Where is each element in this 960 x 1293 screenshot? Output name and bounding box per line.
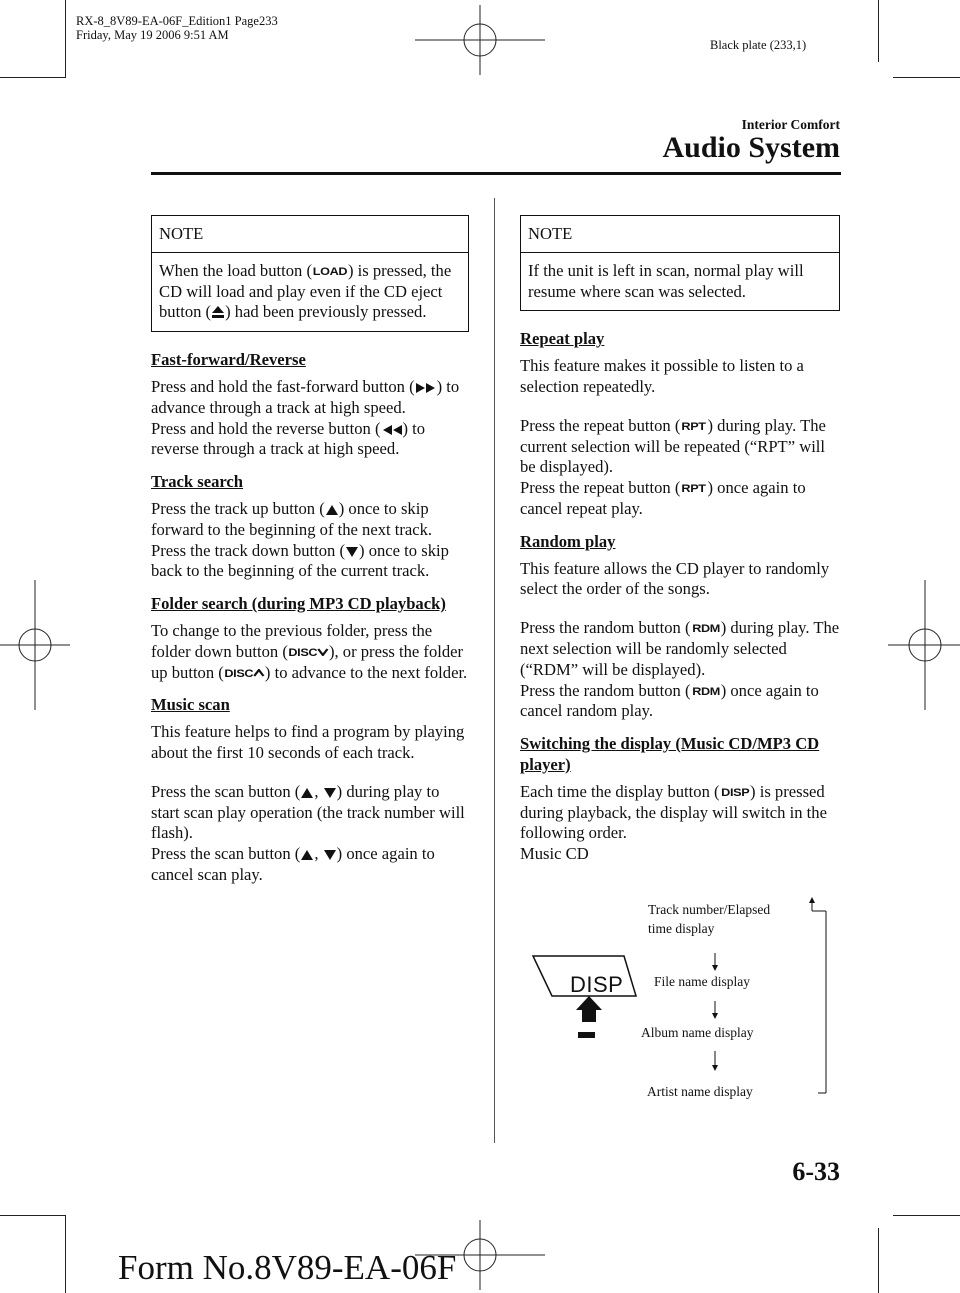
text: , (314, 844, 319, 864)
load-icon: LOAD (312, 265, 348, 278)
left-column (151, 215, 469, 894)
paragraph (151, 782, 469, 886)
note-body (152, 253, 468, 331)
print-file-line: RX-8_8V89-EA-06F_Edition1 Page233 (76, 14, 278, 28)
paragraph: This feature makes it possible to listen to a selection repeatedly. (520, 356, 804, 396)
print-date-line: Friday, May 19 2006 9:51 AM (76, 28, 229, 42)
crop-mark (893, 1215, 960, 1216)
registration-mark (0, 580, 70, 710)
heading-repeat-play: Repeat play (520, 329, 605, 349)
text: ) once again to cancel repeat play. (520, 478, 806, 518)
fold-line (494, 198, 495, 1143)
heading-track-search: Track search (151, 472, 244, 492)
text: Press and hold the reverse button ( (151, 418, 381, 438)
step-album-name: Album name display (641, 1025, 754, 1040)
heading-random-play: Random play (520, 531, 616, 551)
text: To change to the previous folder, press the folder down button ( (151, 620, 433, 661)
crop-mark (65, 0, 66, 78)
track-down-icon (323, 787, 337, 799)
fast-forward-icon (415, 382, 437, 394)
text: Press the random button ( (520, 618, 691, 638)
text: ) to reverse through a track at high speed. (151, 418, 426, 459)
plate-info: Black plate (233,1) (710, 38, 807, 52)
header-rule (151, 172, 841, 175)
text: ) during play to start scan play operation (the track number will flash). (151, 781, 465, 843)
note-text: ) had been previously pressed. (225, 302, 427, 322)
text: , (314, 781, 319, 801)
note-box (151, 215, 469, 332)
crop-mark (893, 77, 960, 78)
crop-mark (65, 1215, 66, 1293)
text: ) to advance through a track at high speed. (151, 376, 460, 417)
text: ) once again to cancel random play. (520, 680, 819, 721)
registration-mark (415, 5, 545, 75)
disc-down-icon (288, 648, 328, 659)
eject-icon (211, 305, 225, 319)
disp-button-label: DISP (570, 972, 624, 997)
text: Press the repeat button ( (520, 478, 681, 498)
track-down-icon (345, 546, 359, 558)
text: Each time the display button ( (520, 781, 720, 801)
text: Press the scan button ( (151, 844, 301, 864)
page-title: Audio System (662, 131, 840, 164)
page-number: 6-33 (792, 1157, 840, 1186)
rpt-icon: RPT (681, 483, 707, 496)
step-track-elapsed: time display (648, 921, 715, 936)
step-artist-name: Artist name display (647, 1084, 753, 1099)
note-label: NOTE (152, 216, 468, 253)
paragraph (151, 377, 469, 460)
section-kicker: Interior Comfort (741, 117, 840, 132)
text: Press the track down button ( (151, 540, 346, 560)
crop-mark (0, 77, 66, 78)
form-number: Form No.8V89-EA-06F (118, 1248, 457, 1287)
step-track-number: Track number/Elapsed (648, 902, 771, 917)
paragraph (520, 416, 840, 520)
track-up-icon (300, 849, 314, 861)
cycle-arrows (700, 895, 830, 1105)
text: ) once again to cancel scan play. (151, 844, 435, 884)
rpt-icon: RPT (681, 420, 707, 433)
crop-mark (0, 1215, 66, 1216)
subheading-music-cd: Music CD (520, 844, 589, 864)
paragraph (520, 782, 840, 844)
reverse-icon (381, 424, 403, 436)
rdm-icon: RDM (691, 623, 720, 636)
track-up-icon (325, 504, 339, 516)
crop-mark (878, 0, 879, 62)
right-column (520, 215, 840, 865)
paragraph: This feature helps to find a program by playing about the first 10 seconds of each track. (151, 722, 465, 762)
note-text: ) is pressed, the CD will load and play even if the CD eject button ( (159, 260, 452, 322)
paragraph: This feature allows the CD player to randomly select the order of the songs. (520, 558, 830, 599)
paragraph (151, 499, 469, 582)
text: Press the repeat button ( (520, 415, 681, 435)
paragraph (520, 618, 840, 722)
step-file-name: File name display (654, 974, 750, 989)
heading-music-scan: Music scan (151, 695, 230, 715)
text: ) is pressed during playback, the display will switch in the following order. (520, 781, 827, 843)
note-box (520, 215, 840, 311)
text: Press the track up button ( (151, 498, 325, 518)
rdm-icon: RDM (691, 685, 720, 698)
heading-folder-search: Folder search (during MP3 CD playback) (151, 594, 446, 614)
text: ) during play. The next selection will be randomly selected (“RDM” will be displayed). (520, 618, 840, 679)
disc-label: DISC (224, 667, 254, 680)
note-label: NOTE (521, 216, 839, 253)
heading-fast-forward: Fast-forward/Reverse (151, 350, 306, 370)
disp-icon: DISP (720, 786, 749, 799)
text: Press and hold the fast-forward button ( (151, 376, 415, 396)
disc-label: DISC (288, 646, 318, 659)
text: Press the random button ( (520, 680, 691, 700)
paragraph (151, 621, 469, 683)
text: ), or press the folder up button ( (151, 641, 464, 682)
note-text: When the load button ( (159, 260, 312, 280)
note-body: If the unit is left in scan, normal play will resume where scan was selected. (528, 260, 804, 301)
text: Press the scan button ( (151, 781, 301, 801)
text: ) during play. The current selection will be repeated (“RPT” will be displayed). (520, 415, 826, 477)
track-down-icon (323, 849, 337, 861)
text: ) to advance to the next folder. (264, 662, 468, 682)
track-up-icon (300, 787, 314, 799)
text: ) once to skip forward to the beginning of the next track. (151, 498, 433, 539)
heading-switching-display: Switching the display (Music CD/MP3 CD player) (520, 734, 820, 774)
disc-up-icon (224, 669, 264, 680)
registration-mark (888, 580, 960, 710)
text: ) once to skip back to the beginning of the current track. (151, 540, 449, 581)
crop-mark (878, 1228, 879, 1293)
